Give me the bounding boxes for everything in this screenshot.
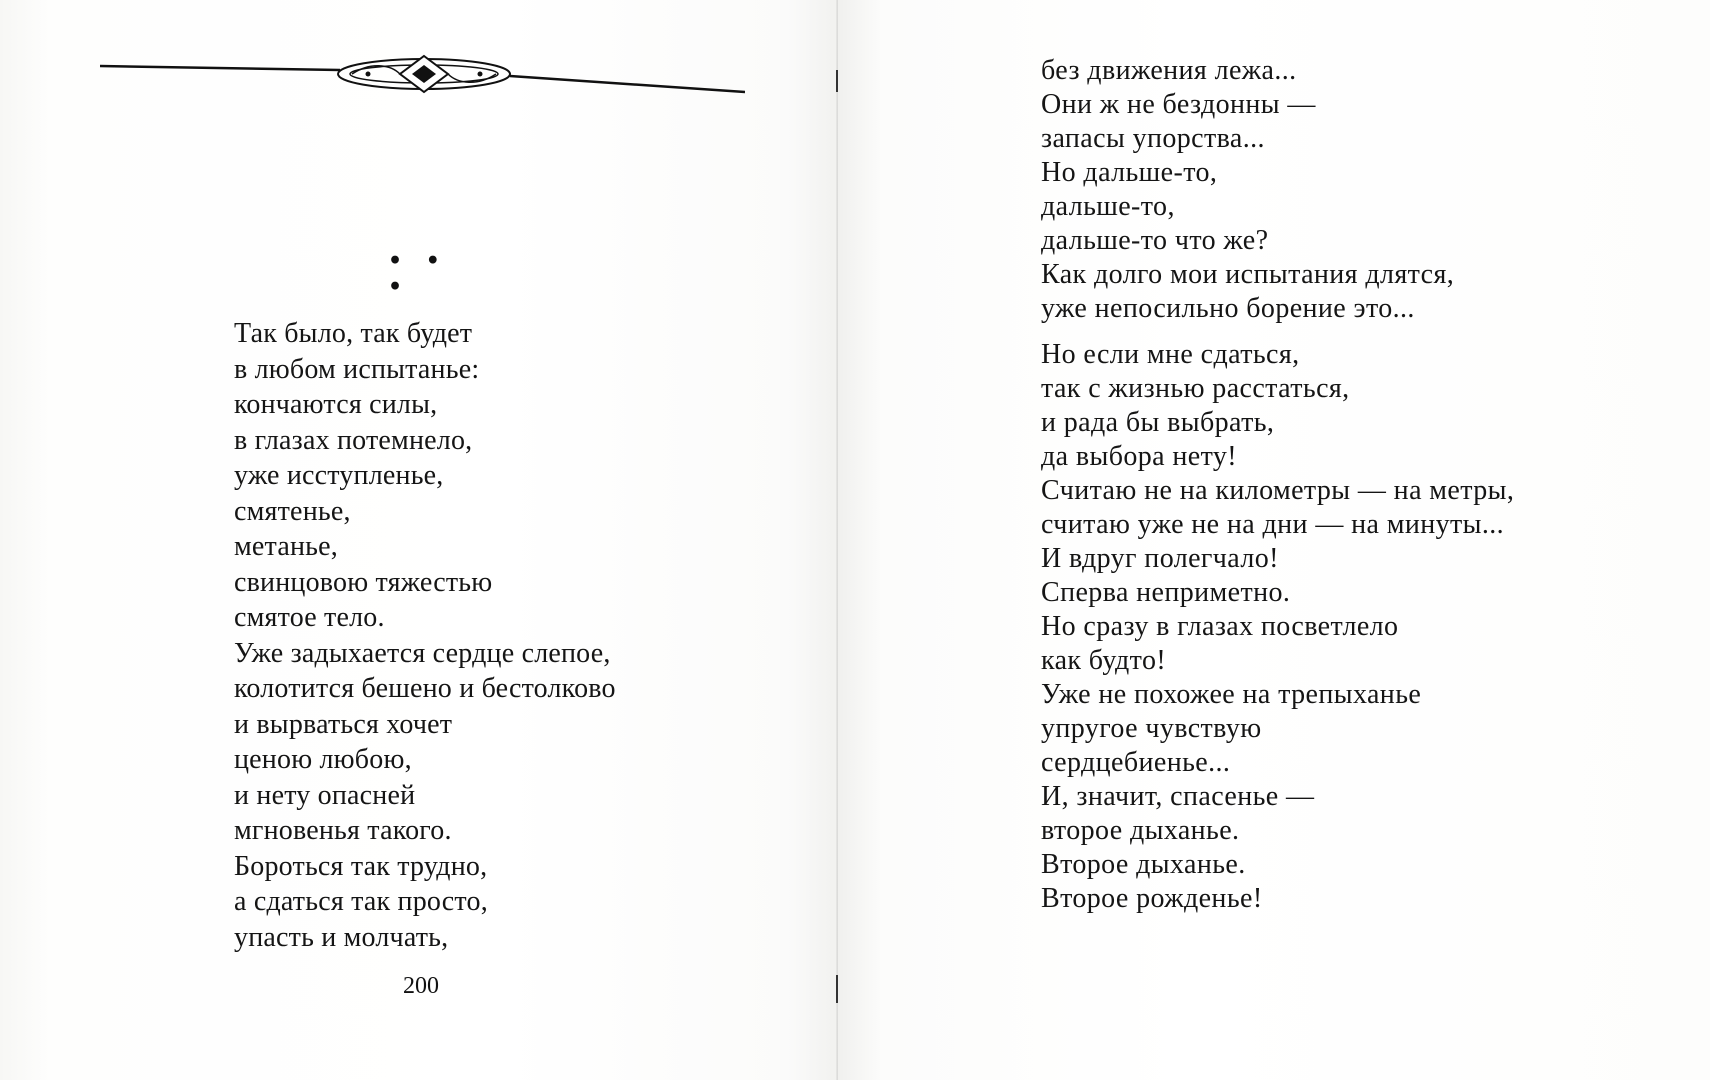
poem-line: мгновенья такого. xyxy=(234,815,452,846)
poem-line: Уже не похожее на трепыханье xyxy=(1041,679,1422,710)
poem-line: в любом испытанье: xyxy=(234,353,480,385)
poem-line: и нету опасней xyxy=(234,779,416,811)
poem-line: да выбора нету! xyxy=(1041,441,1237,472)
poem-line: как будто! xyxy=(1041,645,1167,676)
poem-line: второе дыханье. xyxy=(1041,815,1240,846)
poem-line: упасть и молчать, xyxy=(234,921,449,953)
poem-line: Но если мне сдаться, xyxy=(1041,339,1300,370)
poem-line: Считаю не на километры — на метры, xyxy=(1041,475,1515,506)
poem-line: уже исступленье, xyxy=(234,460,444,491)
poem-line: Но сразу в глазах посветлело xyxy=(1041,611,1399,642)
poem-line: Второе рожденье! xyxy=(1041,883,1263,914)
poem-line: смятое тело. xyxy=(234,602,385,633)
section-separator: • • • xyxy=(388,248,448,300)
poem-line: в глазах потемнело, xyxy=(234,424,473,456)
poem-line: Так было, так будет xyxy=(234,318,473,349)
poem-line: Сперва неприметно. xyxy=(1041,577,1291,608)
poem-line: запасы упорства... xyxy=(1041,123,1265,154)
poem-line: смятенье, xyxy=(234,495,351,527)
left-page xyxy=(0,0,838,1080)
poem-line: считаю уже не на дни — на минуты... xyxy=(1041,509,1505,540)
poem-line: метанье, xyxy=(234,531,338,562)
poem-right-column xyxy=(1041,54,1514,916)
poem-line: уже непосильно борение это... xyxy=(1041,293,1415,324)
poem-line: Как долго мои испытания длятся, xyxy=(1041,259,1455,290)
poem-line: свинцовою тяжестью xyxy=(234,566,493,598)
page-number: 200 xyxy=(403,973,439,999)
poem-line: Второе дыханье. xyxy=(1041,849,1246,880)
poem-line: Бороться так трудно, xyxy=(234,850,488,882)
poem-line: кончаются силы, xyxy=(234,389,438,420)
poem-line: И вдруг полегчало! xyxy=(1041,543,1279,574)
poem-line: И, значит, спасенье — xyxy=(1041,781,1315,812)
poem-line: ценою любою, xyxy=(234,744,412,775)
poem-line: Но дальше-то, xyxy=(1041,157,1218,188)
ornament-divider xyxy=(100,50,745,100)
poem-line: дальше-то, xyxy=(1041,191,1175,222)
poem-line: Уже задыхается сердце слепое, xyxy=(234,637,611,669)
poem-line: без движения лежа... xyxy=(1041,55,1297,86)
poem-line: упругое чувствую xyxy=(1041,713,1262,744)
right-page xyxy=(838,0,1710,1080)
poem-left-column xyxy=(234,316,616,955)
poem-line: и вырваться хочет xyxy=(234,708,453,740)
poem-line: дальше-то что же? xyxy=(1041,225,1269,256)
poem-line: Они ж не бездонны — xyxy=(1041,89,1316,120)
poem-line: а сдаться так просто, xyxy=(234,886,488,917)
poem-line: сердцебиенье... xyxy=(1041,747,1231,778)
poem-line: так с жизнью расстаться, xyxy=(1041,373,1350,404)
poem-line: и рада бы выбрать, xyxy=(1041,407,1275,438)
poem-line: колотится бешено и бестолково xyxy=(234,673,616,704)
